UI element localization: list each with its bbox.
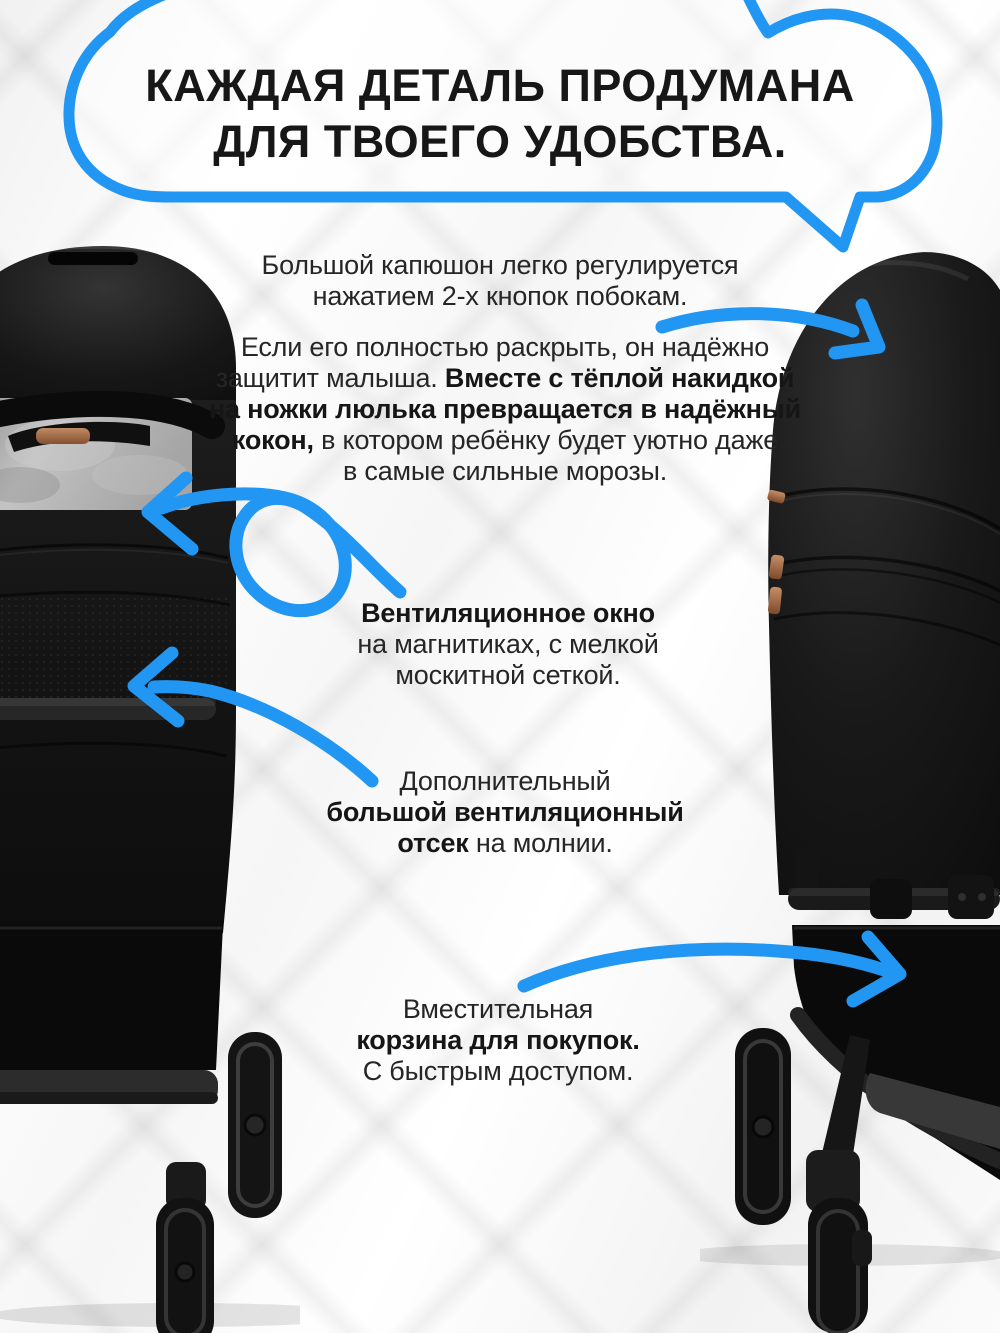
compartment-annotation [305, 766, 705, 859]
window-arrow [148, 478, 400, 611]
cocoon-line-5: в самые сильные морозы. [342, 456, 668, 486]
window-annotation [308, 598, 708, 691]
hood-text-line-2: нажатием 2-х кнопок побокам. [312, 281, 688, 311]
cocoon-line-2a: защитит малыша. [215, 363, 445, 393]
window-text-bold: Вентиляционное окно [361, 598, 655, 628]
cocoon-line-4b: в котором ребёнку будет уютно даже [313, 425, 779, 455]
basket-line-1: Вместительная [402, 994, 594, 1024]
cocoon-line-3: на ножки люлька превращается в надёжный [208, 394, 802, 424]
basket-annotation [298, 994, 698, 1087]
compartment-line-3b: на молнии. [468, 828, 613, 858]
basket-arrow [524, 937, 900, 1001]
basket-line-2: корзина для покупок. [356, 1025, 640, 1055]
basket-line-3: С быстрым доступом. [362, 1056, 634, 1086]
window-text-line-3: москитной сеткой. [395, 660, 621, 690]
title-line-1: КАЖДАЯ ДЕТАЛЬ ПРОДУМАНА [145, 60, 855, 111]
cocoon-line-2b: Вместе с тёплой накидкой [444, 363, 795, 393]
hood-text-line-1: Большой капюшон легко регулируется [261, 250, 739, 280]
cocoon-line-1: Если его полностью раскрыть, он надёжно [240, 332, 770, 362]
compartment-line-3a: отсек [397, 828, 469, 858]
cocoon-annotation [195, 332, 815, 487]
title-line-2: ДЛЯ ТВОЕГО УДОБСТВА. [213, 116, 787, 167]
cocoon-line-4a: кокон, [231, 425, 314, 455]
compartment-line-2: большой вентиляционный [326, 797, 684, 827]
window-text-line-2: на магнитиках, с мелкой [357, 629, 659, 659]
compartment-line-1: Дополнительный [399, 766, 611, 796]
hood-annotation [200, 250, 800, 312]
